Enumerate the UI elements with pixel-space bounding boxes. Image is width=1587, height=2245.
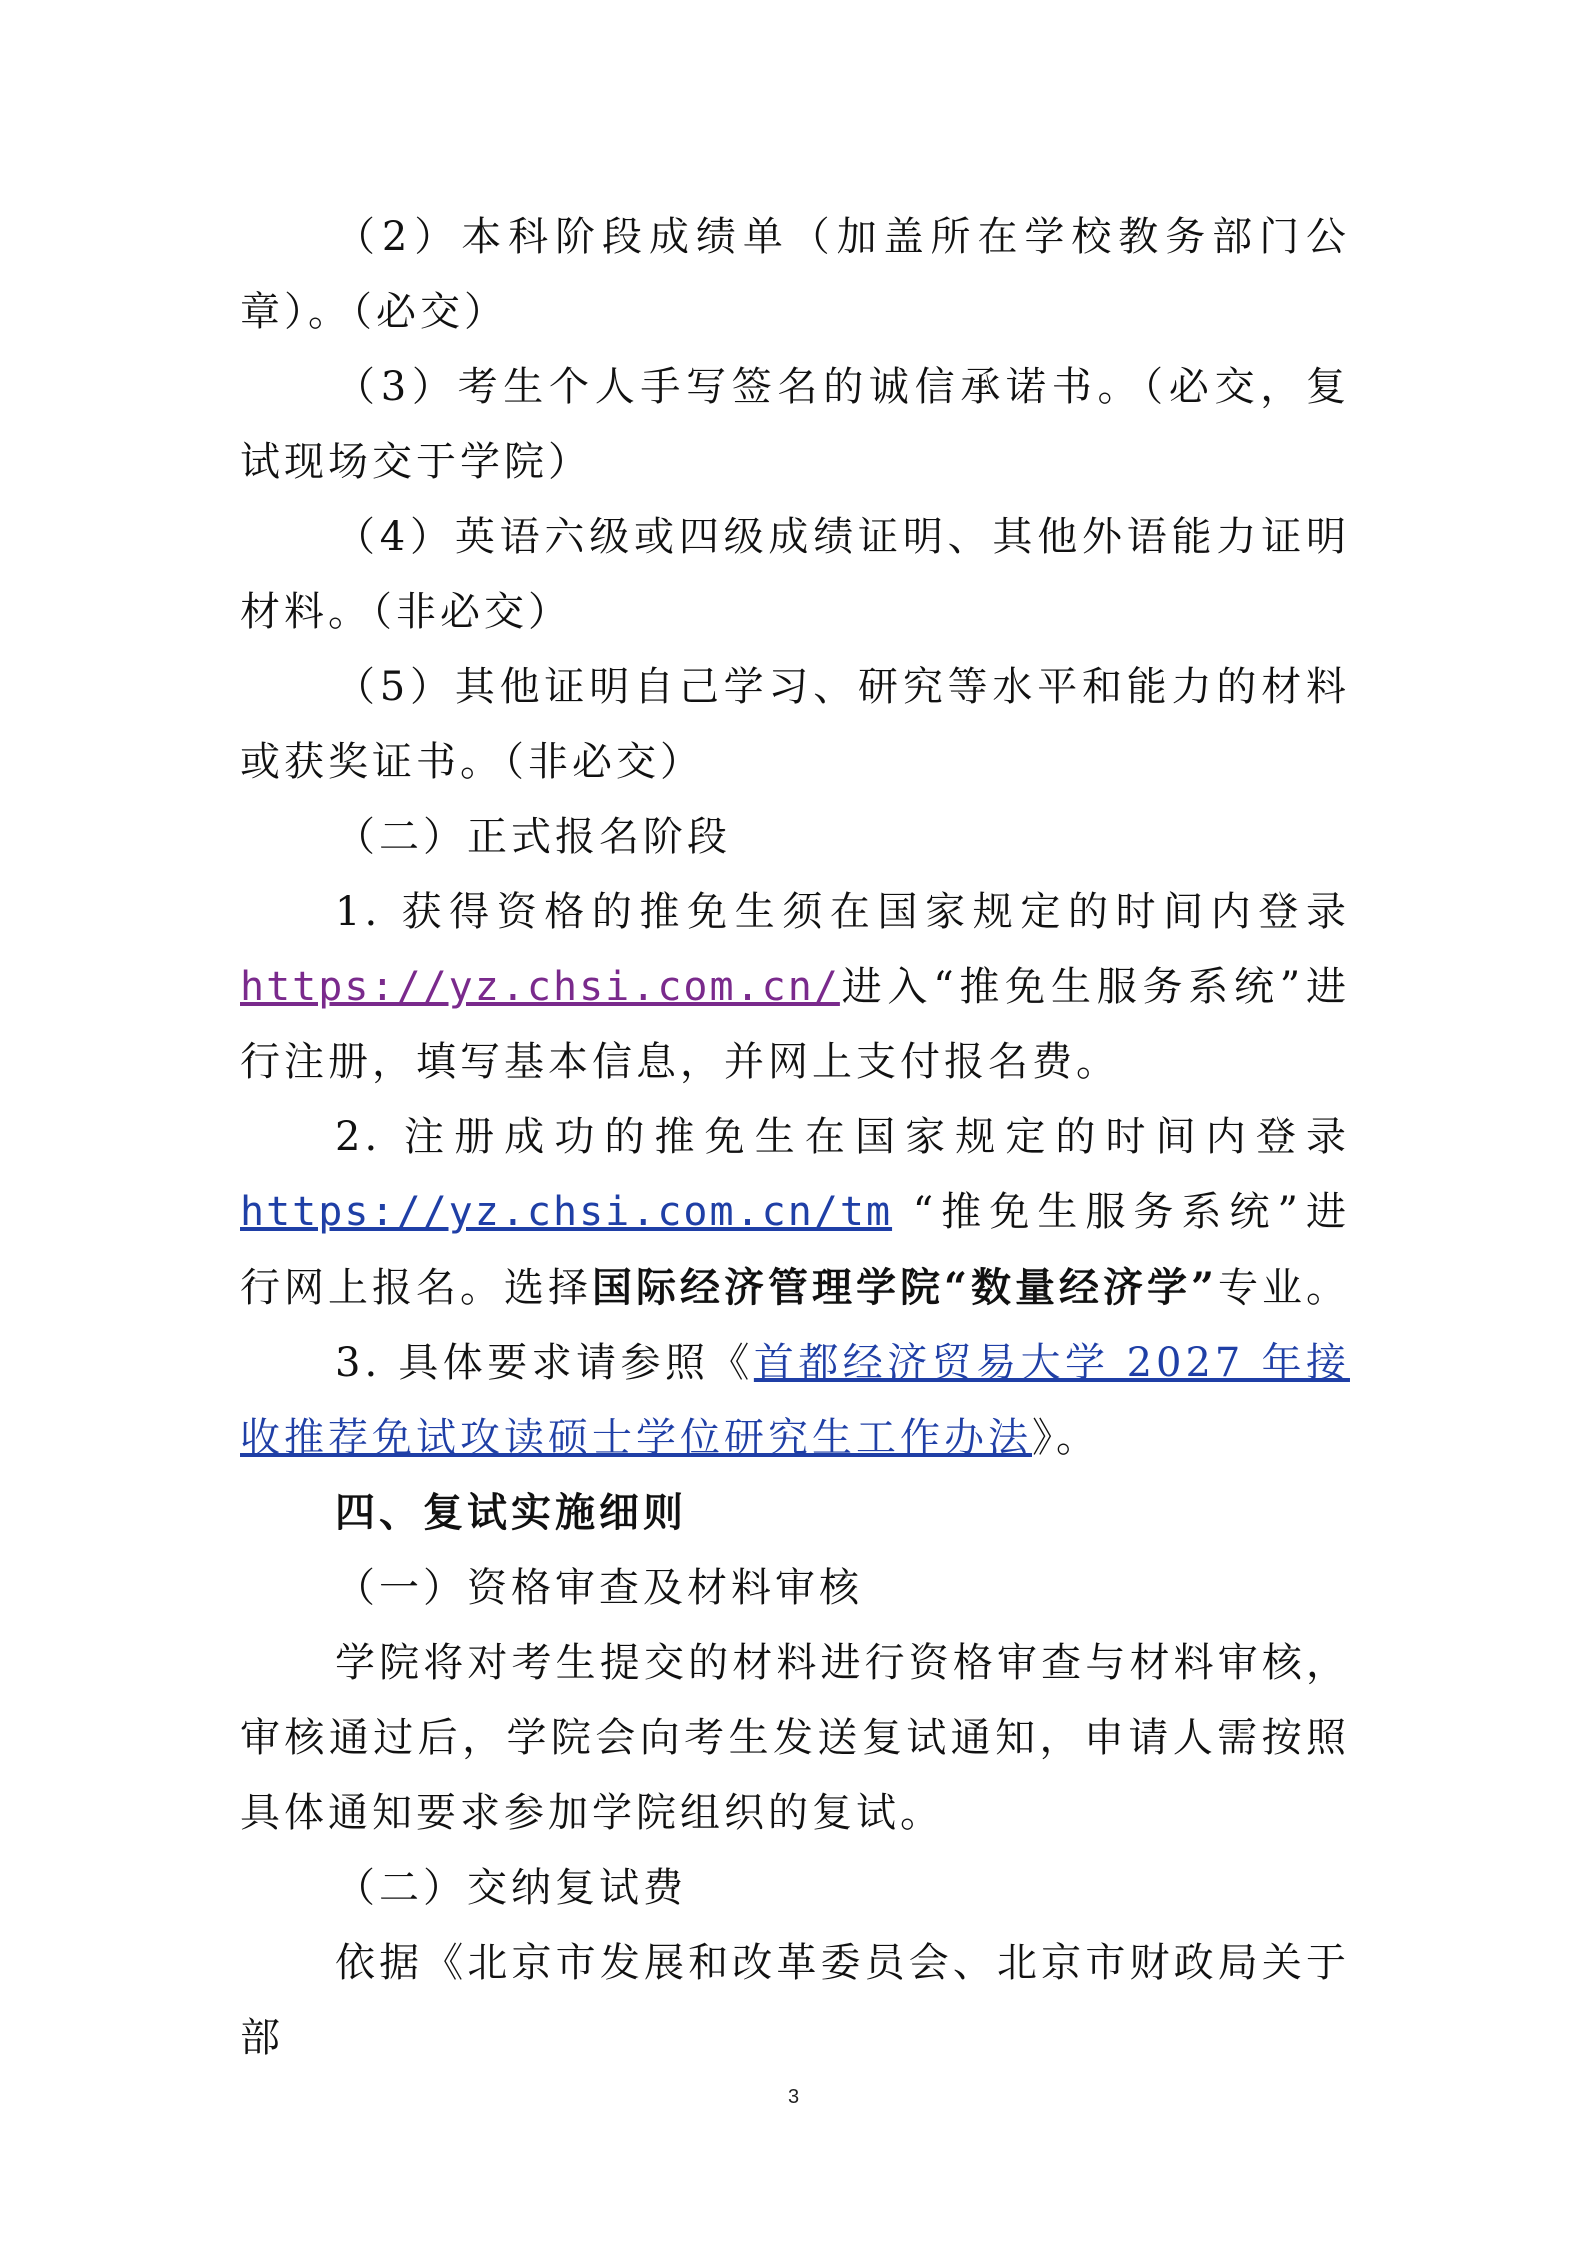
subheading-qualification-review: （一）资格审查及材料审核 [335, 1565, 863, 1611]
item-2-paragraph: （2）本科阶段成绩单（加盖所在学校教务部门公章）。（必交） [240, 214, 1350, 335]
qualification-review-paragraph: 学院将对考生提交的材料进行资格审查与材料审核，审核通过后，学院会向考生发送复试通知，申请人需按照具体通知要求参加学院组织的复试。 [240, 1640, 1350, 1836]
admission-rules-link[interactable]: 首都经济贸易大学 2027 年接收推荐免试攻读硕士学位研究生工作办法 [240, 1340, 1350, 1461]
step-2-prefix: 2. 注册成功的推免生在国家规定的时间内登录 [335, 1114, 1350, 1160]
document-body [240, 200, 1350, 2076]
step-1-paragraph [240, 875, 1350, 1100]
item-4-paragraph: （4）英语六级或四级成绩证明、其他外语能力证明材料。（非必交） [240, 514, 1350, 635]
step-1-prefix: 1. 获得资格的推免生须在国家规定的时间内登录 [335, 889, 1350, 935]
program-name: 国际经济管理学院“数量经济学” [592, 1264, 1219, 1311]
section-heading-retest: 四、复试实施细则 [335, 1490, 687, 1536]
retest-fee-paragraph: 依据《北京市发展和改革委员会、北京市财政局关于部 [240, 1940, 1350, 2061]
step-3-prefix: 3. 具体要求请参照《 [335, 1340, 754, 1386]
item-5-paragraph: （5）其他证明自己学习、研究等水平和能力的材料或获奖证书。（非必交） [240, 664, 1350, 785]
subheading-retest-fee: （二）交纳复试费 [335, 1865, 687, 1911]
page-number: 3 [787, 2086, 800, 2108]
item-3-paragraph: （3）考生个人手写签名的诚信承诺书。（必交，复试现场交于学院） [240, 364, 1350, 485]
step-1-suffix: 进入“推免生服务系统”进行注册，填写基本信息，并网上支付报名费。 [240, 964, 1350, 1085]
chsi-home-link[interactable]: https://yz.chsi.com.cn/ [240, 964, 840, 1010]
step-2-suffix: 专业。 [1218, 1265, 1351, 1311]
section-heading-registration: （二）正式报名阶段 [335, 814, 731, 860]
step-2-paragraph [240, 1100, 1350, 1326]
step-3-suffix: 》。 [1032, 1415, 1100, 1461]
chsi-tm-link[interactable]: https://yz.chsi.com.cn/tm [240, 1189, 893, 1235]
step-2-mid: “推免生服务系统”进行网上报名。选择 [240, 1189, 1350, 1311]
step-3-paragraph [240, 1326, 1350, 1476]
